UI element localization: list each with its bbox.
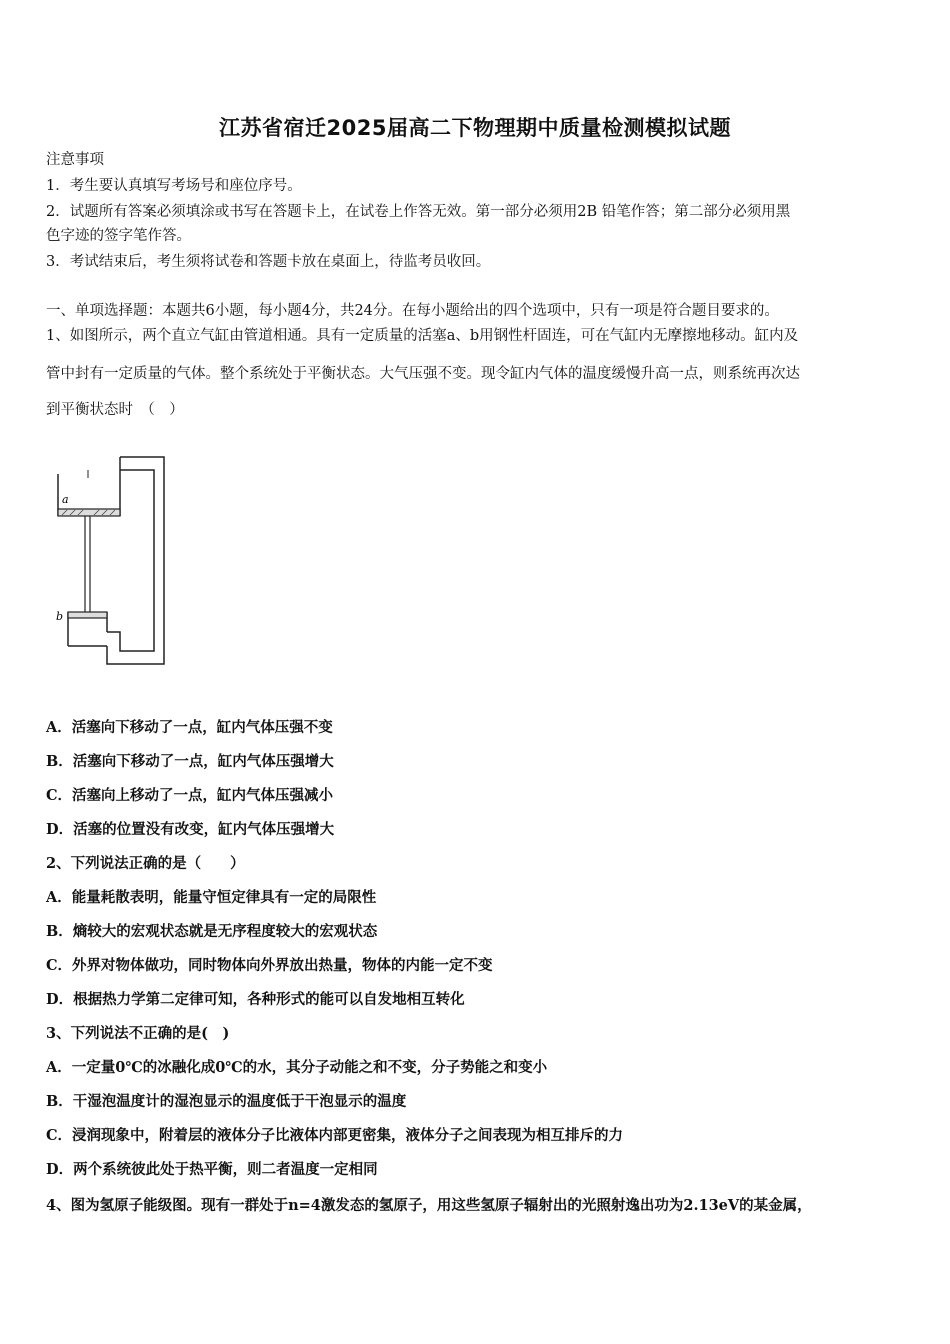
q3-stem: 3、下列说法不正确的是( ) — [46, 1025, 230, 1042]
piston-a — [58, 509, 120, 516]
q3-option-d: D．两个系统彼此处于热平衡，则二者温度一定相同 — [46, 1161, 378, 1178]
label-b: b — [56, 610, 64, 623]
q1-option-a: A．活塞向下移动了一点，缸内气体压强不变 — [46, 719, 333, 736]
exam-title: 江苏省宿迁2025届高二下物理期中质量检测模拟试题 — [219, 116, 731, 140]
q1-option-c: C．活塞向上移动了一点，缸内气体压强减小 — [46, 787, 334, 804]
q2-option-b: B．熵较大的宏观状态就是无序程度较大的宏观状态 — [46, 923, 378, 940]
notice-item-1: 1．考生要认真填写考场号和座位序号。 — [46, 178, 302, 194]
q3-option-c: C．浸润现象中，附着层的液体分子比液体内部更密集，液体分子之间表现为相互排斥的力 — [46, 1127, 624, 1144]
notice-item-2-cont: 色字迹的签字笔作答。 — [46, 228, 191, 244]
connecting-pipe — [107, 457, 164, 664]
q1-cylinder-diagram — [50, 452, 175, 682]
q1-option-b: B．活塞向下移动了一点，缸内气体压强增大 — [46, 753, 334, 770]
notice-item-3: 3．考试结束后，考生须将试卷和答题卡放在桌面上，待监考员收回。 — [46, 254, 491, 270]
q1-stem-line-3: 到平衡状态时 （ ） — [46, 402, 184, 418]
q1-stem-line-1: 1、如图所示，两个直立气缸由管道相通。具有一定质量的活塞a、b用钢性杆固连，可在气缸内无摩擦地移动。缸内及 — [46, 328, 799, 344]
notice-heading: 注意事项 — [46, 152, 104, 168]
q4-stem: 4、图为氢原子能级图。现有一群处于n=4激发态的氢原子，用这些氢原子辐射出的光照射逸出功为2.13eV的某金属， — [46, 1197, 812, 1214]
q2-stem: 2、下列说法正确的是（ ） — [46, 855, 245, 872]
label-a: a — [62, 493, 69, 506]
q3-option-a: A．一定量0℃的冰融化成0℃的水，其分子动能之和不变，分子势能之和变小 — [46, 1059, 548, 1076]
q3-option-b: B．干湿泡温度计的湿泡显示的温度低于干泡显示的温度 — [46, 1093, 407, 1110]
notice-item-2: 2．试题所有答案必须填涂或书写在答题卡上，在试卷上作答无效。第一部分必须用2B 铅笔作答；第二部分必须用黑 — [46, 204, 791, 220]
q1-option-d: D．活塞的位置没有改变，缸内气体压强增大 — [46, 821, 335, 838]
section-1-heading: 一、单项选择题：本题共6小题，每小题4分，共24分。在每小题给出的四个选项中，只有一项是符合题目要求的。 — [46, 303, 779, 319]
q1-stem-line-2: 管中封有一定质量的气体。整个系统处于平衡状态。大气压强不变。现令缸内气体的温度缓慢升高一点，则系统再次达 — [46, 366, 800, 382]
q2-option-a: A．能量耗散表明，能量守恒定律具有一定的局限性 — [46, 889, 377, 906]
q2-option-c: C．外界对物体做功，同时物体向外界放出热量，物体的内能一定不变 — [46, 957, 493, 974]
piston-b — [68, 612, 107, 618]
q2-option-d: D．根据热力学第二定律可知，各种形式的能可以自发地相互转化 — [46, 991, 465, 1008]
